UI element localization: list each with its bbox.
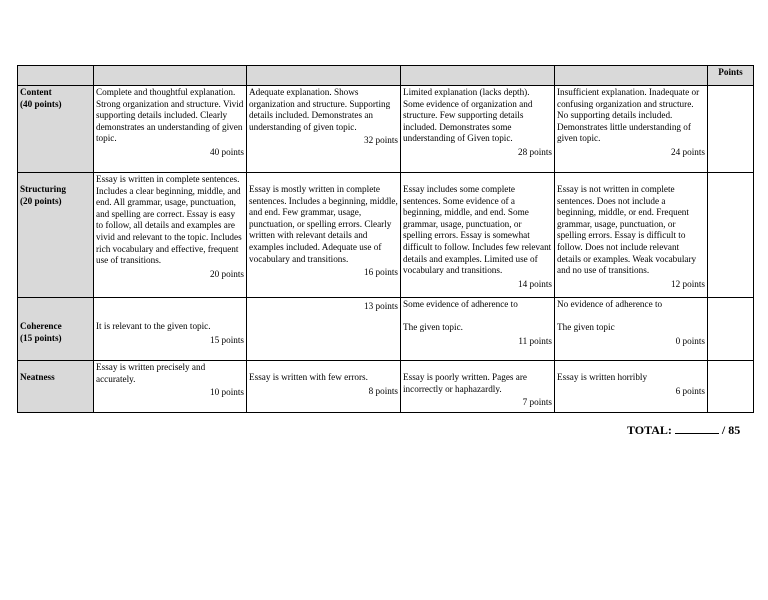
descriptor-cell [94, 298, 247, 361]
total-line [627, 422, 740, 438]
points-entry-cell[interactable] [708, 361, 754, 413]
descriptor-points: 8 points [368, 385, 398, 396]
header-blank-4 [555, 66, 708, 86]
descriptor-text: Some evidence of adherence to The given topic. [403, 299, 518, 333]
descriptor-text: Adequate explanation. Shows organization and structure. Supporting details included. Demonstrates an understanding of given topic. [249, 87, 391, 132]
descriptor-points: 16 points [364, 267, 398, 278]
header-blank-1 [94, 66, 247, 86]
descriptor-cell [401, 86, 555, 173]
descriptor-points: 15 points [210, 334, 244, 345]
header-blank-3 [401, 66, 555, 86]
descriptor-text: It is relevant to the given topic. [96, 321, 211, 331]
row-coherence [18, 298, 754, 361]
descriptor-cell [401, 298, 555, 361]
criterion-neatness [18, 361, 94, 413]
descriptor-cell [94, 86, 247, 173]
descriptor-cell [247, 361, 401, 413]
descriptor-points: 24 points [671, 146, 705, 157]
criterion-weight: (20 points) [20, 195, 62, 206]
criterion-name: Coherence [20, 321, 62, 332]
descriptor-points: 20 points [210, 268, 244, 279]
criterion-content [18, 86, 94, 173]
header-blank-2 [247, 66, 401, 86]
row-structuring [18, 173, 754, 298]
descriptor-text: Essay includes some complete sentences. Some evidence of a beginning, middle, and end. Some grammar, usage, punctuation, or spelling errors. Essay is somewhat difficult to follow. Includes few relevant details and examples. Limited use of vocabulary and transitions. [403, 184, 552, 276]
descriptor-points: 28 points [518, 146, 552, 157]
descriptor-text: Essay is mostly written in complete sentences. Includes a beginning, middle, and end. Few grammar, usage, punctuation, or spelling errors. Clearly written with relevant details and examples included. Adequate use of vocabulary and transitions. [249, 184, 398, 264]
descriptor-cell [247, 173, 401, 298]
descriptor-cell [247, 86, 401, 173]
descriptor-text: Limited explanation (lacks depth). Some evidence of organization and structure. Few supporting details included. Demonstrates some understanding of Given topic. [403, 87, 533, 144]
descriptor-points: 12 points [671, 278, 705, 289]
descriptor-text: Essay is poorly written. Pages are incorrectly or haphazardly. [403, 372, 528, 394]
descriptor-points: 0 points [675, 335, 705, 346]
descriptor-cell [401, 173, 555, 298]
points-entry-cell[interactable] [708, 298, 754, 361]
descriptor-cell [555, 298, 708, 361]
descriptor-text: Insufficient explanation. Inadequate or confusing organization and structure. No supporting details included. Demonstrates little understanding of given topic. [557, 87, 700, 144]
descriptor-cell [247, 298, 401, 361]
descriptor-points: 6 points [675, 385, 705, 396]
total-label: TOTAL: [627, 423, 672, 437]
header-points: Points [708, 66, 754, 86]
header-row [18, 66, 754, 86]
descriptor-cell [94, 361, 247, 413]
descriptor-points: 32 points [364, 135, 398, 146]
descriptor-text: No evidence of adherence to The given topic [557, 299, 663, 333]
header-blank-criterion [18, 66, 94, 86]
criterion-name: Structuring [20, 184, 66, 194]
descriptor-points: 13 points [364, 301, 398, 311]
descriptor-text: Complete and thoughtful explanation. Strong organization and structure. Vivid supporting details included. Clearly demonstrates an understanding of given topic. [96, 87, 244, 144]
points-entry-cell[interactable] [708, 173, 754, 298]
descriptor-cell [555, 173, 708, 298]
descriptor-text: Essay is not written in complete sentences. Does not include a beginning, middle, or end. Frequent grammar, usage, punctuation, or spelling errors. Essay is difficult to follow. Does not include relevant details or examples. Weak vocabulary and no use of transitions. [557, 184, 697, 276]
criterion-weight: (15 points) [20, 333, 62, 343]
descriptor-text: Essay is written in complete sentences. Includes a clear beginning, middle, and end. All grammar, usage, punctuation, and spelling are correct. Essay is easy to follow, all details and examples are vivid and relevant to the topic. Includes rich vocabulary and effective, frequent use of transitions. [96, 174, 242, 266]
descriptor-points: 7 points [522, 397, 552, 408]
row-neatness [18, 361, 754, 413]
row-content [18, 86, 754, 173]
descriptor-cell [401, 361, 555, 413]
criterion-name: Content [20, 87, 52, 97]
descriptor-points: 10 points [210, 387, 244, 398]
descriptor-points: 14 points [518, 278, 552, 289]
total-blank-field[interactable] [675, 422, 719, 434]
descriptor-text: Essay is written horribly [557, 372, 648, 382]
descriptor-cell [555, 361, 708, 413]
descriptor-points: 11 points [518, 335, 552, 346]
descriptor-text: Essay is written precisely and accurately. [96, 362, 206, 384]
criterion-weight: (40 points) [20, 98, 62, 109]
criterion-name: Neatness [20, 372, 55, 382]
rubric-table [17, 65, 754, 413]
descriptor-cell [94, 173, 247, 298]
criterion-structuring [18, 173, 94, 298]
descriptor-points: 40 points [210, 146, 244, 157]
criterion-coherence [18, 298, 94, 361]
total-suffix: / 85 [721, 423, 741, 437]
descriptor-text: Essay is written with few errors. [249, 372, 368, 382]
points-entry-cell[interactable] [708, 86, 754, 173]
descriptor-cell [555, 86, 708, 173]
